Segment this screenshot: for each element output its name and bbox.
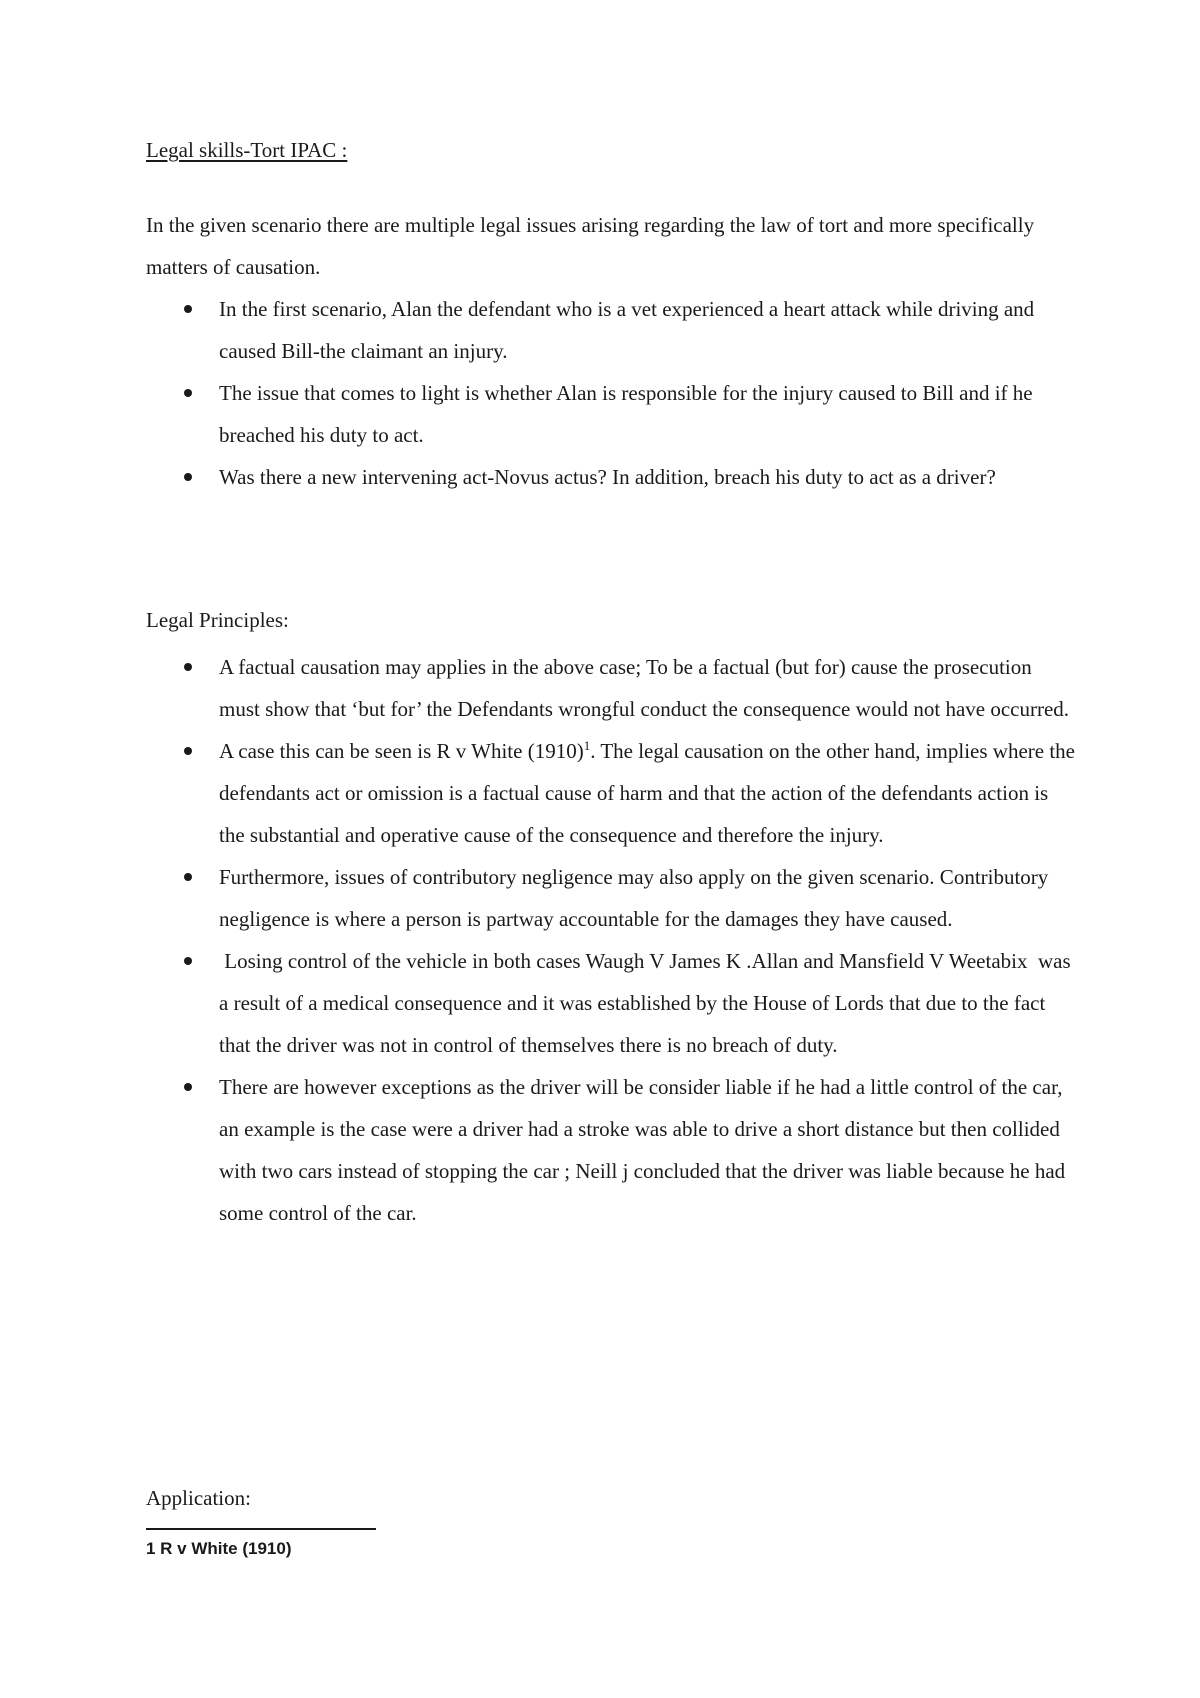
issues-list: [146, 288, 1076, 498]
principle-text-after-ref: . The legal causation on the other hand, implies where the defendants act or omission is a factual cause of harm and that the action of the defendants action is the substantial and operative cause of the consequence and therefore the injury.: [219, 739, 1075, 847]
principle-text-before-ref: A case this can be seen is R v White (1910): [219, 739, 584, 763]
bullet-icon: [184, 747, 192, 755]
bullet-icon: [184, 305, 192, 313]
list-item: [146, 730, 1076, 856]
footnote-reference[interactable]: 1: [583, 738, 591, 753]
bullet-icon: [184, 663, 192, 671]
list-item: [146, 646, 1076, 730]
list-item: [146, 856, 1076, 940]
bullet-icon: [184, 873, 192, 881]
principle-text: Furthermore, issues of contributory negligence may also apply on the given scenario. Contributory negligence is where a person is partway accountable for the damages they have caused.: [219, 865, 1049, 931]
footnote-separator: [146, 1528, 376, 1530]
issue-text: The issue that comes to light is whether Alan is responsible for the injury caused to Bill and if he breached his duty to act.: [219, 381, 1033, 447]
list-item: [146, 288, 1076, 372]
bullet-icon: [184, 473, 192, 481]
application-heading: Application:: [146, 1486, 251, 1510]
intro-paragraph: In the given scenario there are multiple legal issues arising regarding the law of tort and more specifically matters of causation.: [146, 213, 1035, 279]
list-item: [146, 372, 1076, 456]
bullet-icon: [184, 1083, 192, 1091]
list-item: [146, 940, 1076, 1066]
list-item: [146, 456, 1076, 498]
principle-text: There are however exceptions as the driver will be consider liable if he had a little control of the car, an example is the case were a driver had a stroke was able to drive a short distance but then collided with two cars instead of stopping the car ; Neill j concluded that the driver was liable because he had some control of the car.: [219, 1075, 1066, 1225]
issue-text: Was there a new intervening act-Novus actus? In addition, breach his duty to act as a driver?: [219, 465, 996, 489]
document-title: Legal skills-Tort IPAC :: [146, 138, 348, 162]
principle-text: A factual causation may applies in the above case; To be a factual (but for) cause the prosecution must show that ‘but for’ the Defendants wrongful conduct the consequence would not have occurred.: [219, 655, 1070, 721]
footnote-text: 1 R v White (1910): [146, 1539, 292, 1558]
legal-principles-heading: Legal Principles:: [146, 608, 289, 632]
principle-text: Losing control of the vehicle in both cases Waugh V James K .Allan and Mansfield V Weetabix was a result of a medical consequence and it was established by the House of Lords that due to the fact that the driver was not in control of themselves there is no breach of duty.: [219, 949, 1076, 1057]
bullet-icon: [184, 957, 192, 965]
issue-text: In the first scenario, Alan the defendant who is a vet experienced a heart attack while driving and caused Bill-the claimant an injury.: [219, 297, 1035, 363]
list-item: [146, 1066, 1076, 1234]
principles-list: [146, 646, 1076, 1234]
bullet-icon: [184, 389, 192, 397]
